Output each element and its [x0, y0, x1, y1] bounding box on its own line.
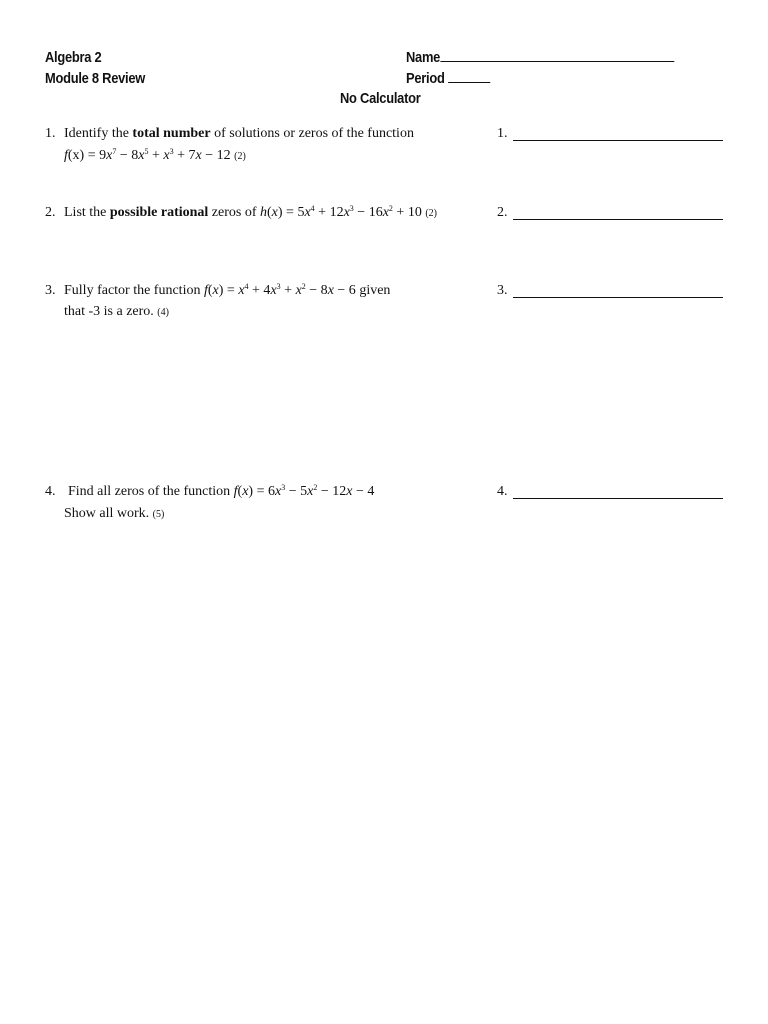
course-title: Algebra 2: [45, 49, 102, 66]
question-text: List the possible rational zeros of $h(x) = 5x^4 + 12x^3 - 16x^2 + 10$ (2): [64, 204, 437, 220]
answer-3[interactable]: [497, 283, 508, 299]
points-value: (2): [425, 208, 437, 219]
calculator-note: No Calculator: [340, 90, 421, 107]
answer-4[interactable]: [497, 484, 508, 500]
answer-label: 3.: [497, 283, 508, 298]
answer-blank[interactable]: [513, 219, 723, 220]
question-text: Show all work.: [64, 506, 150, 521]
question-number: 3.: [45, 283, 56, 298]
answer-label: 1.: [497, 126, 508, 141]
question-number: 2.: [45, 205, 56, 220]
answer-blank[interactable]: [513, 140, 723, 141]
question-number: 1.: [45, 126, 56, 141]
name-field[interactable]: [406, 49, 674, 66]
period-blank[interactable]: [448, 81, 490, 83]
question-1-equation: [64, 148, 246, 164]
question-text: Identify the total number of solutions or zeros of the function: [64, 126, 414, 141]
answer-blank[interactable]: [513, 297, 723, 298]
question-text: Fully factor the function $f(x) = x^4 + 4x^3 + x^2 - 8x - 6$ given: [64, 282, 391, 298]
period-label: Period: [406, 70, 445, 87]
function-expression: $f(x) = x^4 + 4x^3 + x^2 - 8x - 6$: [203, 282, 356, 298]
question-number: 4.: [45, 484, 56, 499]
answer-1[interactable]: [497, 126, 508, 142]
points-value: (5): [152, 509, 165, 520]
name-label: Name: [406, 49, 441, 66]
module-title: Module 8 Review: [45, 70, 146, 87]
answer-blank[interactable]: [513, 498, 723, 499]
name-blank[interactable]: [440, 60, 674, 62]
points-value: (4): [157, 307, 169, 318]
answer-2[interactable]: [497, 205, 508, 221]
period-field[interactable]: [406, 70, 490, 87]
question-text: Find all zeros of the function $f(x) = 6x^3 - 5x^2 - 12x - 4$: [68, 483, 375, 499]
question-3-line-2: [64, 304, 169, 320]
points-value: (2): [234, 151, 246, 162]
function-expression: $h(x) = 5x^4 + 12x^3 - 16x^2 + 10$: [260, 204, 422, 220]
function-expression: $f(x) = 9x^7 - 8x^5 + x^3 + 7x - 12$: [64, 147, 231, 163]
answer-label: 4.: [497, 484, 508, 499]
function-expression: $f(x) = 6x^3 - 5x^2 - 12x - 4$: [233, 483, 375, 499]
answer-label: 2.: [497, 205, 508, 220]
question-4-line-2: [64, 506, 164, 522]
question-text: that -3 is a zero.: [64, 304, 154, 319]
